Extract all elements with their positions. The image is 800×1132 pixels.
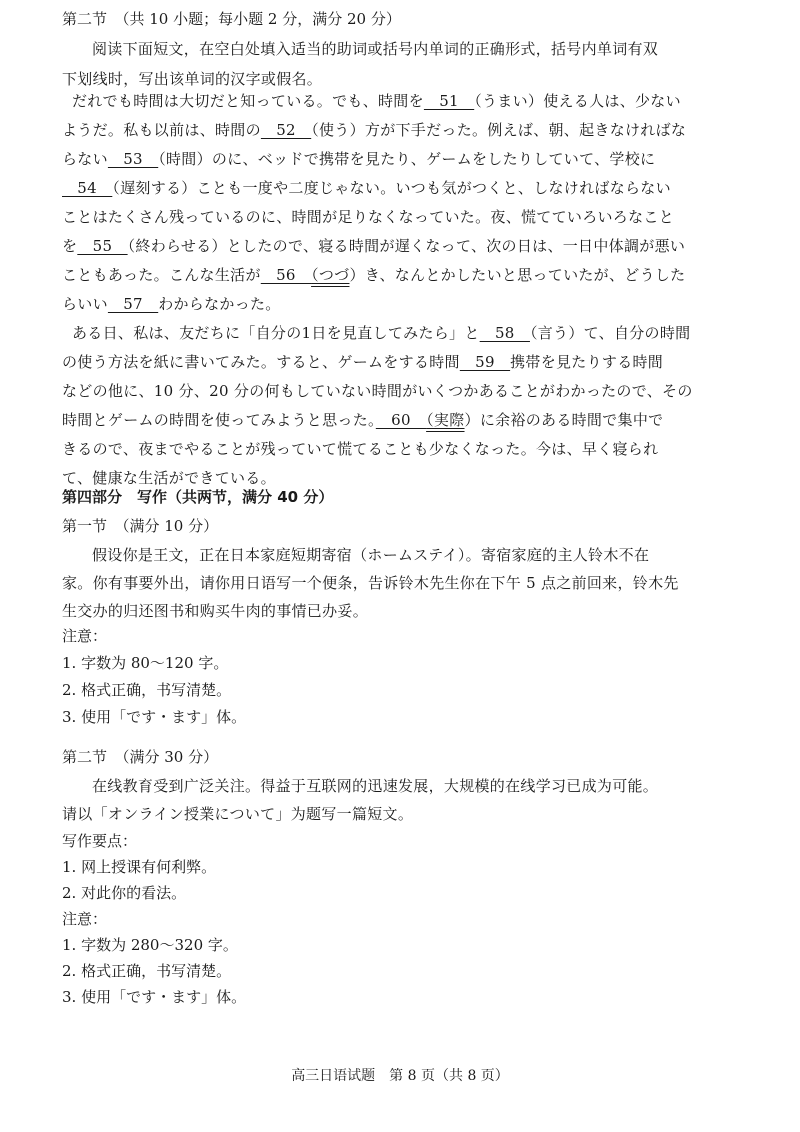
task1-prompt: 假设你是王文，正在日本家庭短期寄宿（ホームステイ）。寄宿家庭的主人铃木不在 家。你有事要外出，请你用日语写一个便条，告诉铃木先生你在下午 5 点之前回来，铃木先 生交办的归还图书和购买牛肉的事情已办妥。 xyxy=(62,546,679,620)
instruction-paragraph xyxy=(62,34,742,94)
blank-58[interactable]: 58 xyxy=(479,324,530,342)
instruction-line: 阅读下面短文，在空白处填入适当的助词或括号内单词的正确形式，括号内单词有双 xyxy=(92,40,659,58)
blank-54[interactable]: 54 xyxy=(62,179,113,197)
blank-59[interactable]: 59 xyxy=(459,353,511,371)
double-underlined-word: （つづ xyxy=(311,266,350,284)
passage-paragraph-1: だれでも時間は大切だと知っている。でも、時間を 51 （うまい）使える人は、少ない ようだ。私も以前は、時間の 52 （使う）方が下手だった。例えば、朝、起きなければな らない 53 （時間）のに、ベッドで携帯を見たり、ゲームをしたりしていて、学校に 54 （遅刻する）ことも一度や二度じゃない。いつも気がつくと、しなければならない ことはたくさん残っているのに、時間が足りなくなっていた。夜、慌てていろいろなこと を 55 （終わらせる）としたので、寝る時間が遅くなって、次の日は、一日中体調が悪い こともあった。こんな生活が 56 （つづ）き、なんとかしたいと思っていたが、どうした らいい 57 わからなかった。 xyxy=(62,92,687,313)
double-underlined-word: （実際 xyxy=(426,411,465,429)
page-footer: 高三日语试题 第 8 页（共 8 页） xyxy=(291,1068,509,1084)
task2-prompt: 在线教育受到广泛关注。得益于互联网的迅速发展，大规模的在线学习已成为可能。 请以「オンライン授業について」为题写一篇短文。 xyxy=(62,777,659,823)
note-item: 1. 字数为 80～120 字。 xyxy=(62,654,229,672)
subsection-title: 第一节 （满分 10 分） xyxy=(62,517,219,535)
note-item: 2. 格式正确，书写清楚。 xyxy=(62,962,232,980)
point-item: 2. 对此你的看法。 xyxy=(62,884,187,902)
point-item: 1. 网上授课有何利弊。 xyxy=(62,858,217,876)
note-item: 3. 使用「です・ます」体。 xyxy=(62,988,247,1006)
notes-label: 注意： xyxy=(62,910,108,928)
passage-paragraph-2: ある日、私は、友だちに「自分の1日を見直してみたら」と 58 （言う）て、自分の時間 の使う方法を紙に書いてみた。すると、ゲームをする時間 59 携帯を見たりする時間 などの他に、10 分、20 分の何もしていない時間がいくつかあることがわかったので、その 時間とゲームの時間を使ってみようと思った。 60 （実際）に余裕のある時間で集中で きるので、夜までやることが残っていて慌てることも少なくなった。今は、早く寝られ て、健康な生活ができている。 xyxy=(62,324,693,487)
subsection-title: 第二节 （满分 30 分） xyxy=(62,748,219,766)
note-item: 1. 字数为 280～320 字。 xyxy=(62,936,238,954)
notes-label: 注意： xyxy=(62,627,108,645)
blank-51[interactable]: 51 xyxy=(423,92,475,110)
section-title: 第二节 （共 10 小题；每小题 2 分，满分 20 分） xyxy=(62,10,401,28)
blank-55[interactable]: 55 xyxy=(77,237,128,255)
note-item: 2. 格式正确，书写清楚。 xyxy=(62,681,232,699)
instruction-line: 下划线时，写出该单词的汉字或假名。 xyxy=(62,70,323,88)
part-title: 第四部分 写作（共两节，满分 40 分） xyxy=(62,488,334,506)
points-label: 写作要点： xyxy=(62,832,138,850)
note-item: 3. 使用「です・ます」体。 xyxy=(62,708,247,726)
blank-53[interactable]: 53 xyxy=(107,150,159,168)
blank-60[interactable]: 60 xyxy=(375,411,427,429)
blank-56[interactable]: 56 xyxy=(260,266,312,284)
blank-52[interactable]: 52 xyxy=(260,121,312,139)
blank-57[interactable]: 57 xyxy=(107,295,159,313)
